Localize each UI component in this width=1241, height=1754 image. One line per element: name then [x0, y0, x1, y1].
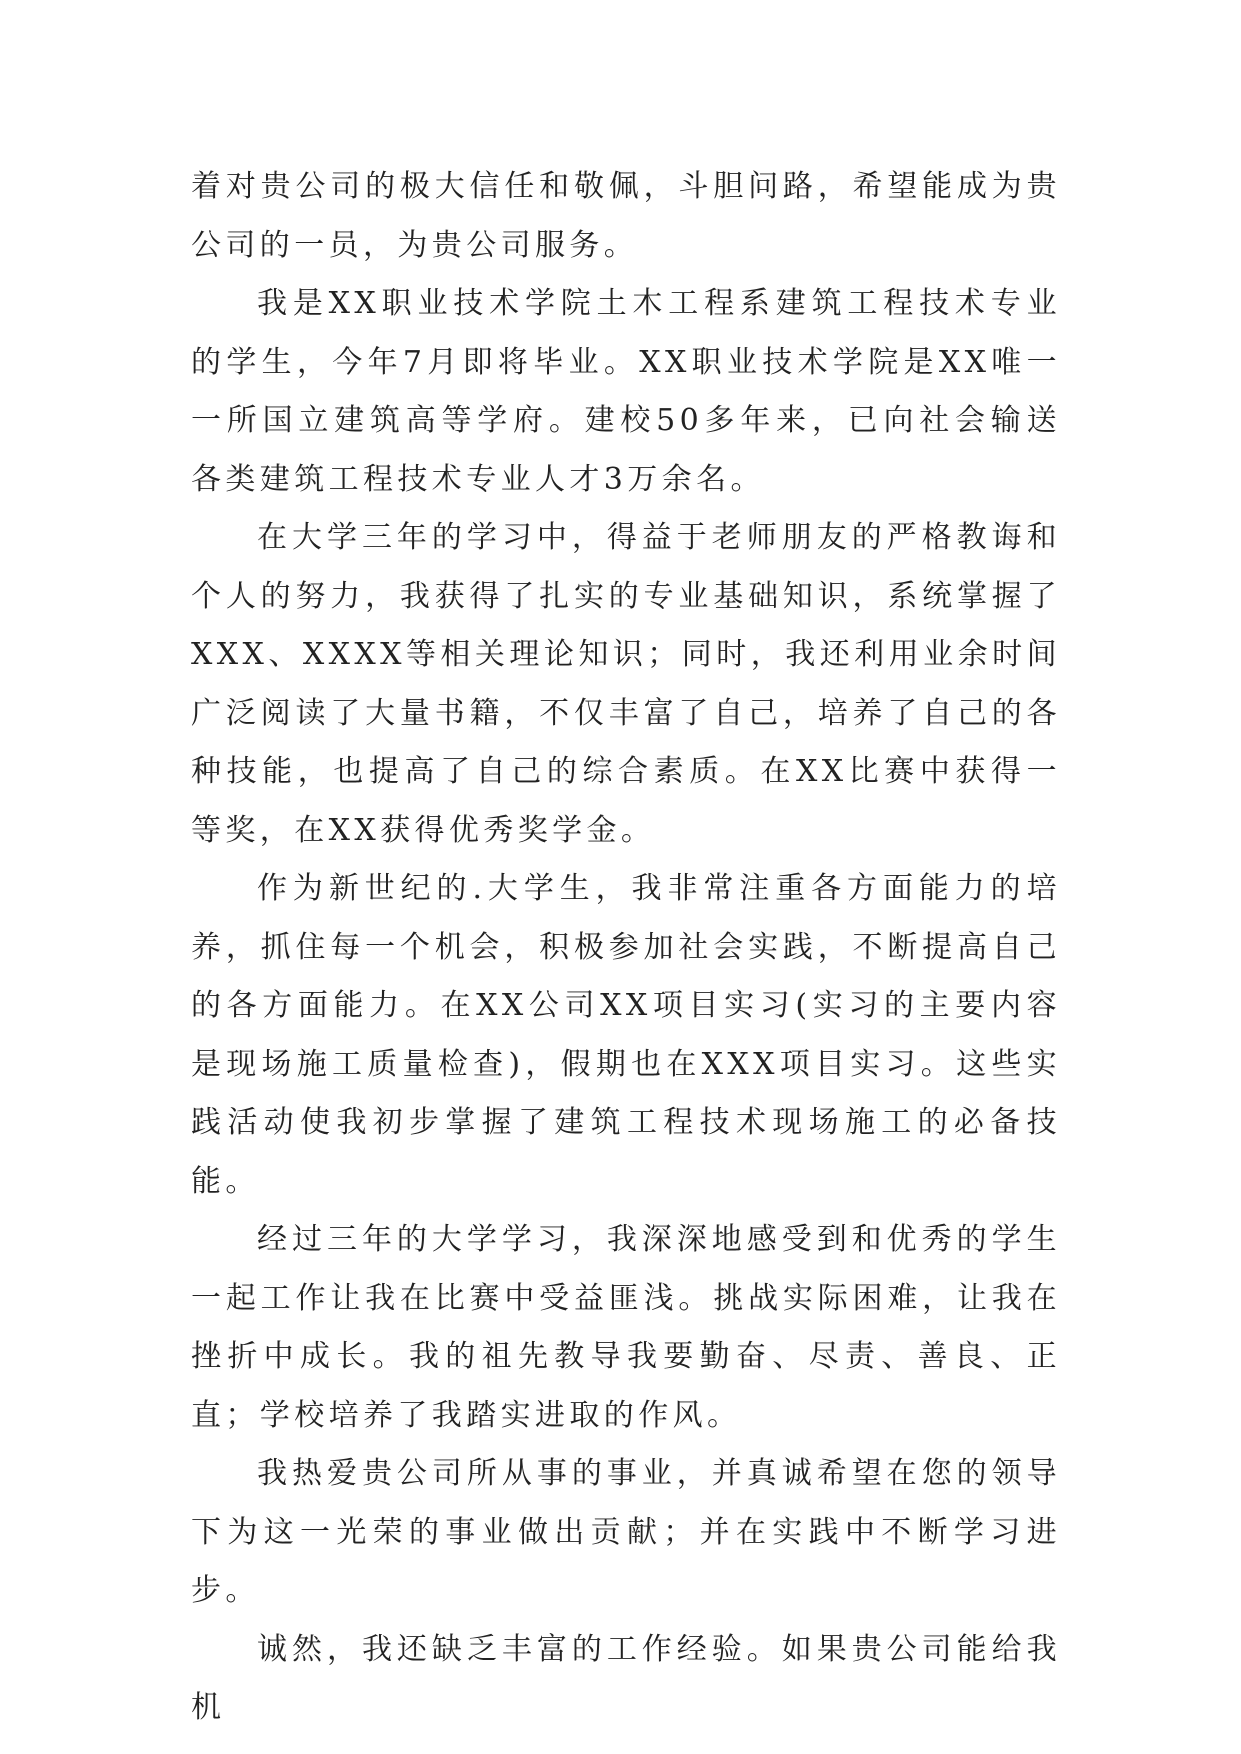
- paragraph: 诚然，我还缺乏丰富的工作经验。如果贵公司能给我机: [191, 1631, 1061, 1725]
- letter-body: [191, 158, 1061, 1738]
- paragraph: 在大学三年的学习中，得益于老师朋友的严格教诲和个人的努力，我获得了扎实的专业基础知识，系统掌握了XXX、XXXX等相关理论知识；同时，我还利用业余时间广泛阅读了大量书籍，不仅丰富了自己，培养了自己的各种技能，也提高了自己的综合素质。在XX比赛中获得一等奖，在XX获得优秀奖学金。: [191, 520, 1061, 848]
- paragraph: 着对贵公司的极大信任和敬佩，斗胆问路，希望能成为贵公司的一员，为贵公司服务。: [191, 169, 1061, 263]
- paragraph: 经过三年的大学学习，我深深地感受到和优秀的学生一起工作让我在比赛中受益匪浅。挑战实际困难，让我在挫折中成长。我的祖先教导我要勤奋、尽责、善良、正直；学校培养了我踏实进取的作风。: [191, 1222, 1061, 1433]
- paragraph: 我是XX职业技术学院土木工程系建筑工程技术专业的学生，今年7月即将毕业。XX职业技术学院是XX唯一一所国立建筑高等学府。建校50多年来，已向社会输送各类建筑工程技术专业人才3万余名。: [191, 286, 1061, 497]
- paragraph: 作为新世纪的.大学生，我非常注重各方面能力的培养，抓住每一个机会，积极参加社会实践，不断提高自己的各方面能力。在XX公司XX项目实习(实习的主要内容是现场施工质量检查)，假期也在XXX项目实习。这些实践活动使我初步掌握了建筑工程技术现场施工的必备技能。: [191, 871, 1061, 1199]
- paragraph: 我热爱贵公司所从事的事业，并真诚希望在您的领导下为这一光荣的事业做出贡献；并在实践中不断学习进步。: [191, 1456, 1061, 1608]
